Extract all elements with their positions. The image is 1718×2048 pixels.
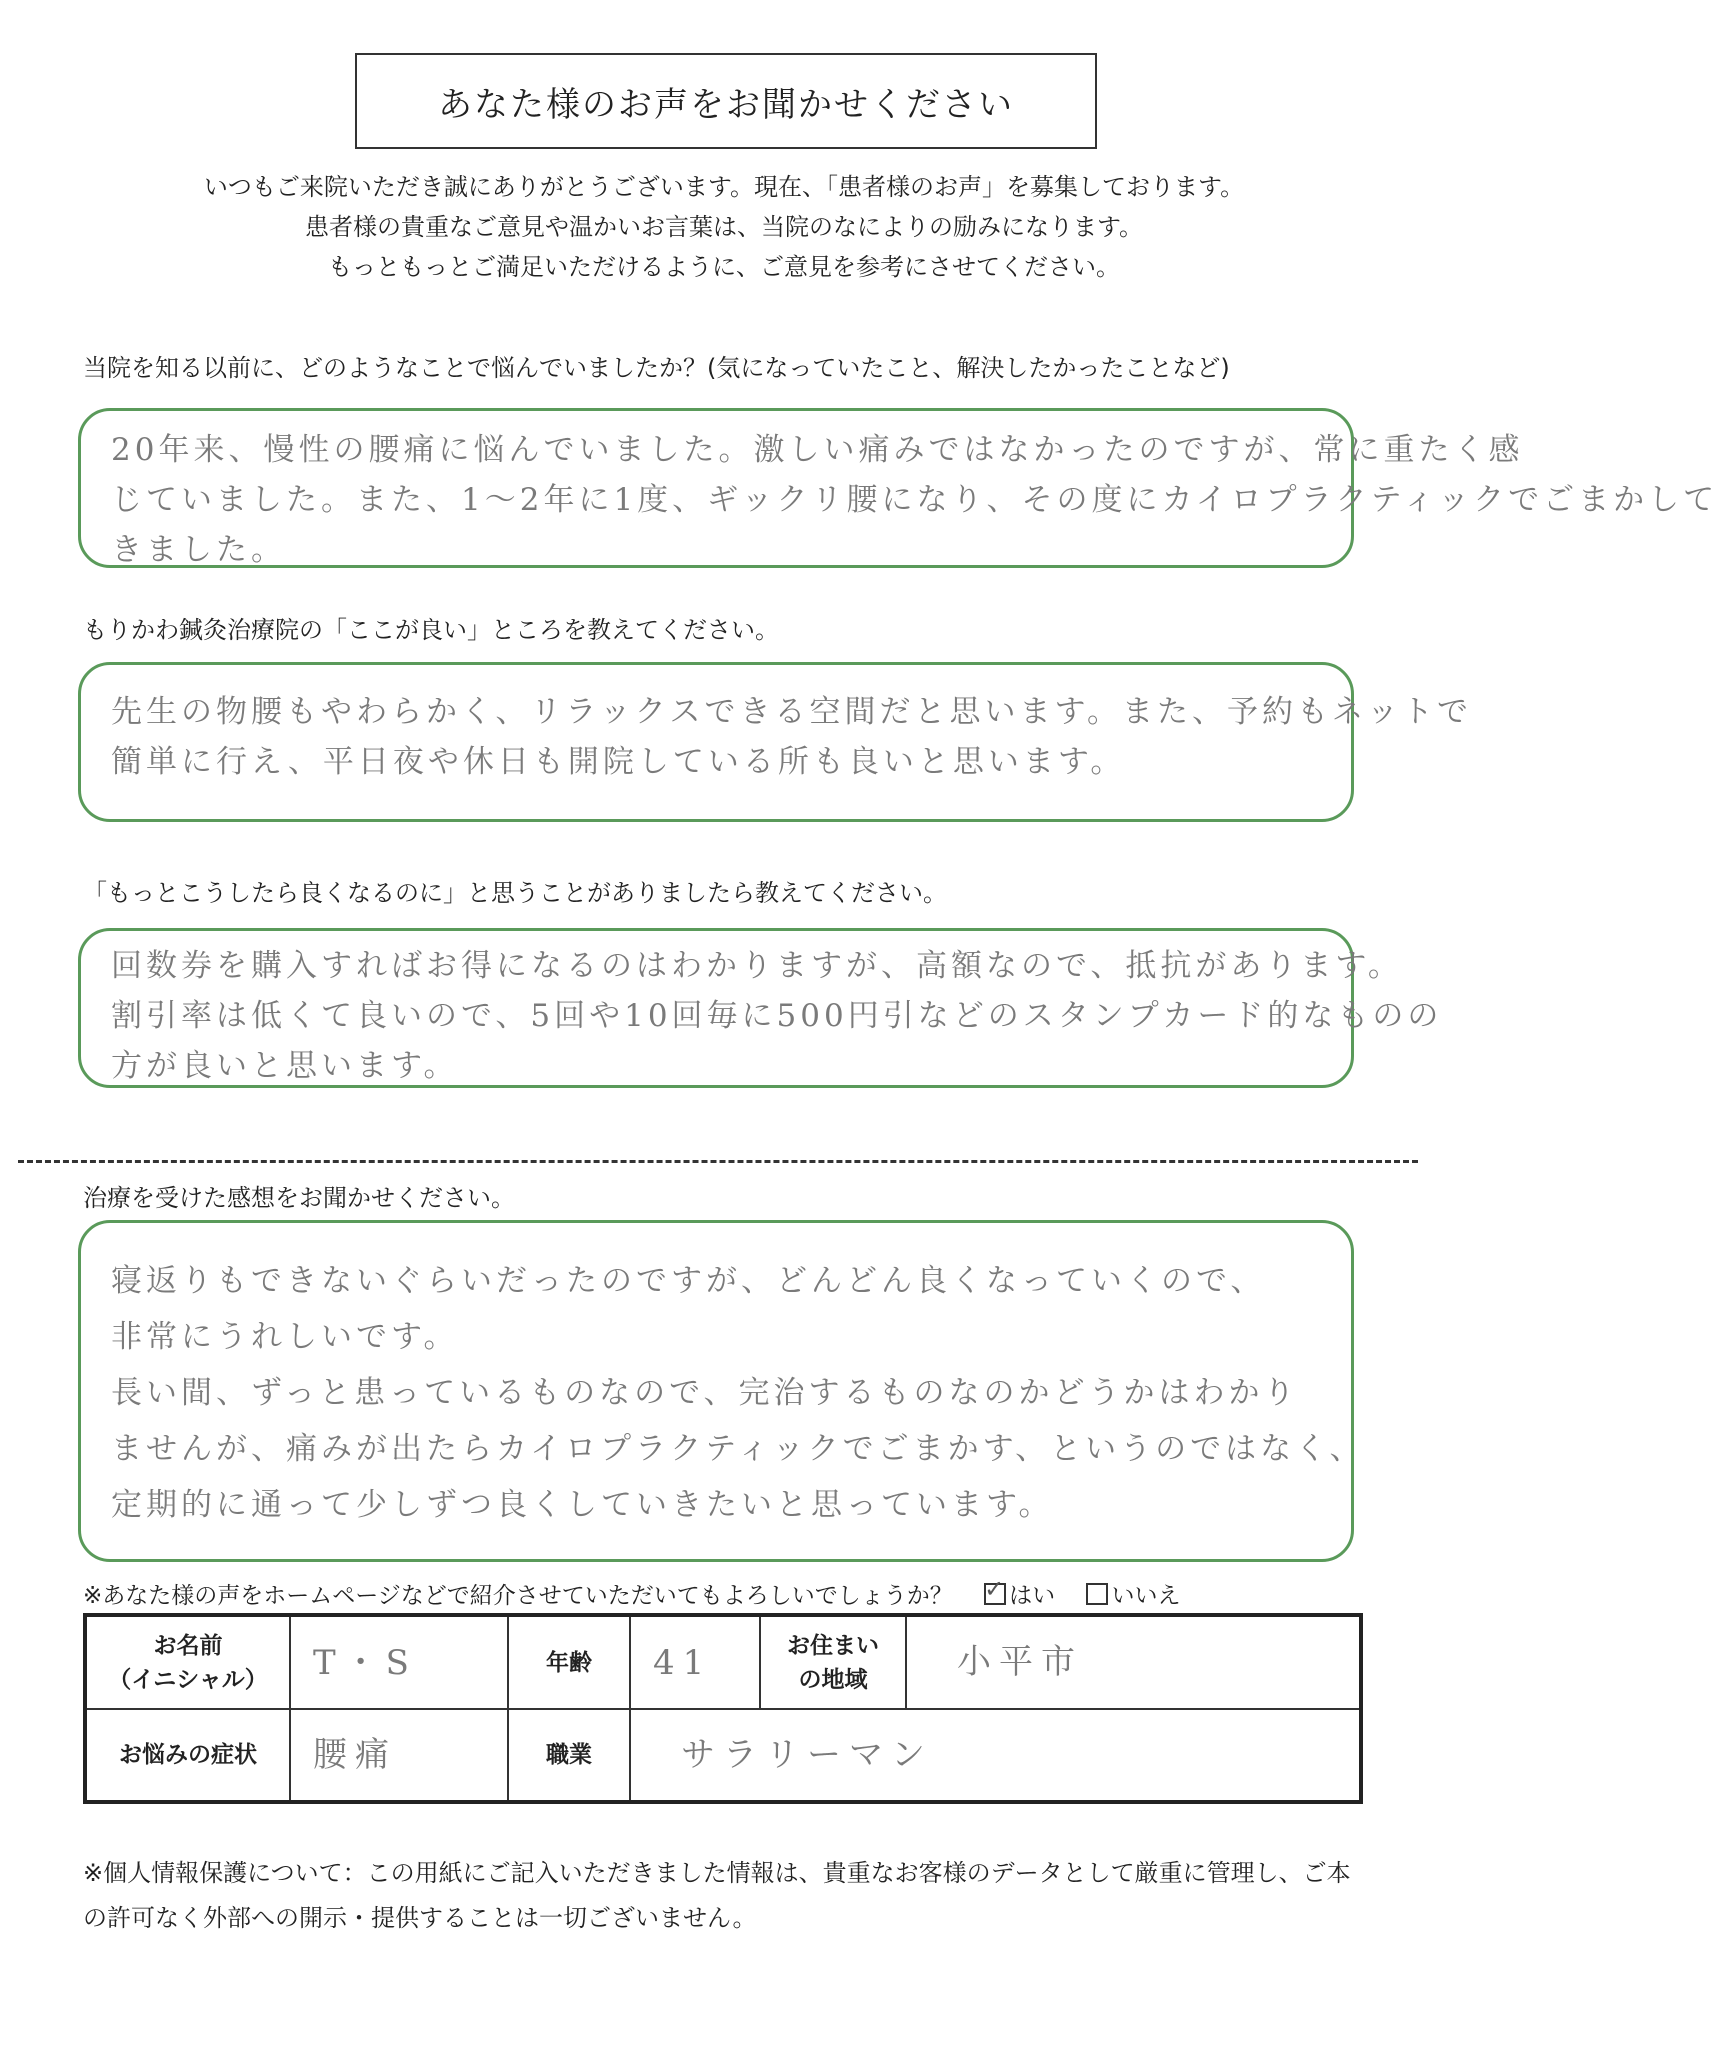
question-before-visit: 当院を知る以前に、どのようなことで悩んでいましたか？(気になっていたこと、解決したかったことなど)	[83, 354, 1230, 382]
handwritten-line: ませんが、痛みが出たらカイロプラクティックでごまかす、というのではなく、	[111, 1431, 1365, 1467]
profile-table	[83, 1613, 1363, 1804]
job-label: 職業	[508, 1709, 630, 1802]
handwritten-line: 長い間、ずっと患っているものなので、完治するものなのかどうかはわかり	[111, 1375, 1299, 1411]
consent-yes-label: はい	[1009, 1583, 1056, 1609]
intro-text	[0, 167, 1448, 287]
symptom-value: 腰痛	[290, 1709, 508, 1802]
handwritten-line: じていました。また、1〜2年に1度、ギックリ腰になり、その度にカイロプラクティックでごまかして	[111, 482, 1718, 518]
handwritten-line: 定期的に通って少しずつ良くしていきたいと思っています。	[111, 1487, 1054, 1523]
answer-box-good-points	[78, 662, 1472, 822]
answer-box-impressions	[78, 1220, 1365, 1562]
handwritten-line: 割引率は低くて良いので、5回や10回毎に500円引などのスタンプカード的なものの	[111, 998, 1443, 1034]
page-title: あなた様のお声をお聞かせください	[355, 53, 1097, 149]
checkbox-icon[interactable]	[1086, 1583, 1108, 1605]
intro-line: もっともっとご満足いただけるように、ご意見を参考にさせてください。	[328, 253, 1120, 281]
handwritten-line: きました。	[111, 532, 286, 568]
area-value: 小平市	[906, 1615, 1361, 1709]
consent-row	[83, 1577, 1180, 1610]
consent-no-label: いいえ	[1111, 1583, 1181, 1609]
question-impressions: 治療を受けた感想をお聞かせください。	[83, 1184, 515, 1212]
symptom-label: お悩みの症状	[85, 1709, 290, 1802]
handwritten-line: 簡単に行え、平日夜や休日も開院している所も良いと思います。	[111, 744, 1126, 780]
area-label: お住まい の地域	[760, 1615, 906, 1709]
checkbox-checked-icon[interactable]	[984, 1583, 1006, 1605]
handwritten-line: 20年来、慢性の腰痛に悩んでいました。激しい痛みではなかったのですが、常に重たく感	[111, 432, 1524, 468]
privacy-notice: ※個人情報保護について：この用紙にご記入いただきました情報は、貴重なお客様のデータとして厳重に管理し、ご本の許可なく外部への開示・提供することは一切ございません。	[83, 1859, 1351, 1932]
intro-line: いつもご来院いただき誠にありがとうございます。現在、「患者様のお声」を募集しております。	[203, 173, 1245, 201]
age-label: 年齢	[508, 1615, 630, 1709]
question-good-points: もりかわ鍼灸治療院の「ここが良い」ところを教えてください。	[83, 616, 779, 644]
name-value: T・S	[290, 1615, 508, 1709]
answer-box-improvements	[78, 928, 1443, 1088]
handwritten-line: 寝返りもできないぐらいだったのですが、どんどん良くなっていくので、	[111, 1263, 1266, 1299]
handwritten-line: 方が良いと思います。	[111, 1048, 459, 1084]
handwritten-line: 先生の物腰もやわらかく、リラックスできる空間だと思います。また、予約もネットで	[111, 694, 1472, 730]
cut-line-divider	[18, 1160, 1418, 1163]
handwritten-line: 回数券を購入すればお得になるのはわかりますが、高額なので、抵抗があります。	[111, 948, 1403, 984]
intro-line: 患者様の貴重なご意見や温かいお言葉は、当院のなによりの励みになります。	[304, 213, 1144, 241]
consent-question: ※あなた様の声をホームページなどで紹介させていただいてもよろしいでしょうか？	[83, 1583, 953, 1609]
handwritten-line: 非常にうれしいです。	[111, 1319, 459, 1355]
name-label: お名前 （イニシャル）	[85, 1615, 290, 1709]
answer-box-before-visit	[78, 408, 1718, 568]
job-value: サラリーマン	[630, 1709, 1361, 1802]
question-improvements: 「もっとこうしたら良くなるのに」と思うことがありましたら教えてください。	[83, 879, 947, 907]
age-value: 41	[630, 1615, 760, 1709]
